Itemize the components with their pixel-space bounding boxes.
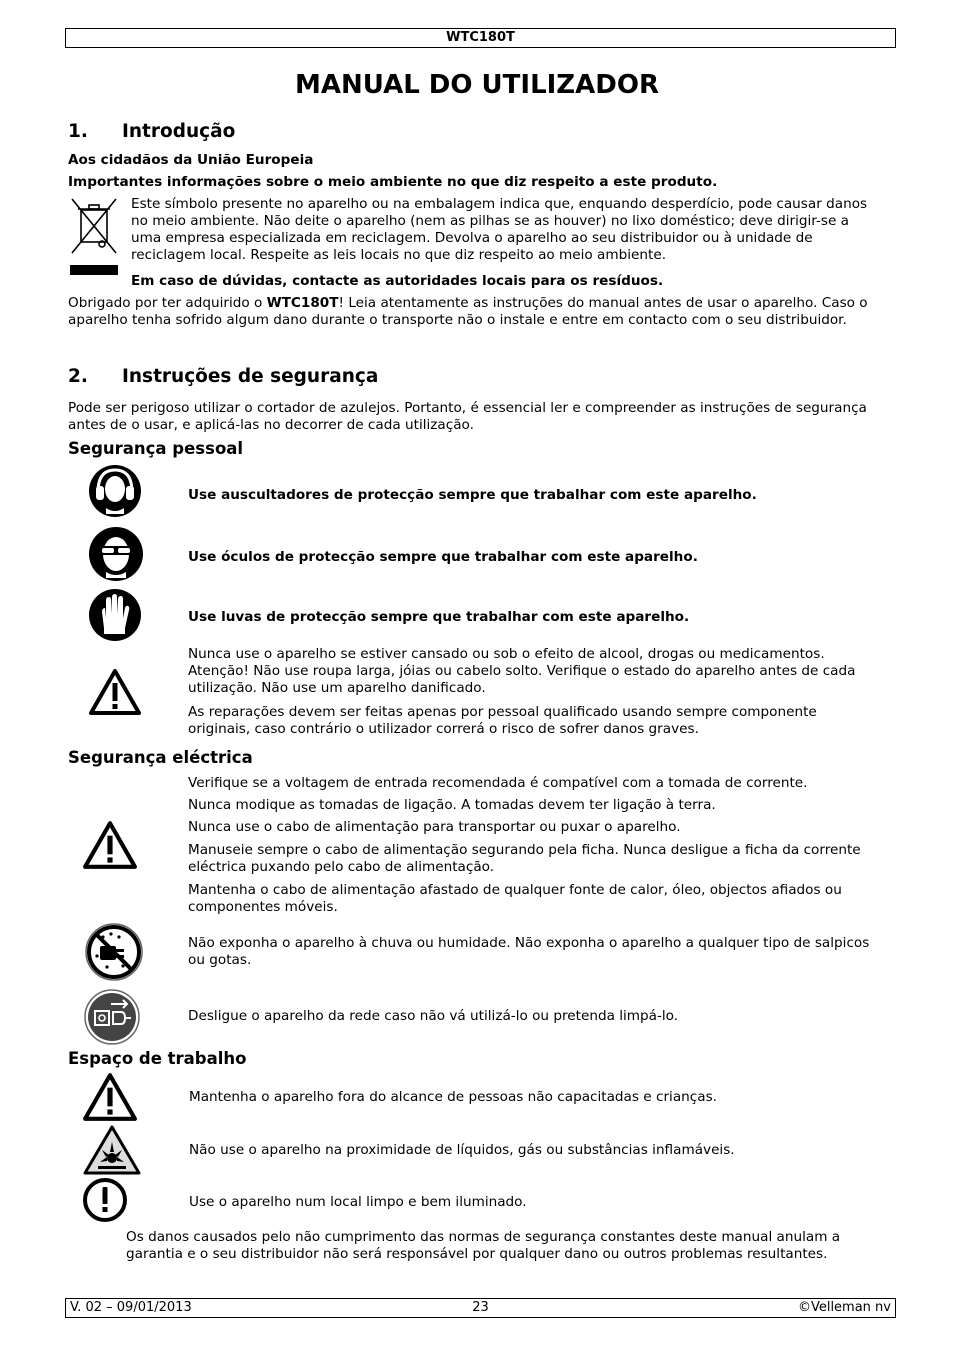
footer-page-number: 23 — [472, 1300, 489, 1315]
header-model: WTC180T — [446, 30, 515, 45]
electrical-safety-heading: Segurança eléctrica — [68, 748, 253, 767]
workspace-heading: Espaço de trabalho — [68, 1049, 247, 1068]
warning-icon — [88, 668, 142, 716]
section-1-heading — [68, 121, 235, 143]
weee-bold-note: Em caso de dúvidas, contacte as autoridades locais para os resíduos. — [131, 273, 664, 289]
explosive-icon — [82, 1124, 142, 1176]
cable-away-text: Mantenha o cabo de alimentação afastado de qualquer fonte de calor, óleo, objectos afiados ou componentes móveis. — [188, 882, 842, 915]
power-cable-text: Nunca use o cabo de alimentação para transportar ou puxar o aparelho. — [188, 819, 681, 835]
document-title: MANUAL DO UTILIZADOR — [295, 70, 659, 100]
goggles-text: Use óculos de protecção sempre que trabalhar com este aparelho. — [188, 549, 698, 565]
clean-area-text: Use o aparelho num local limpo e bem iluminado. — [189, 1194, 527, 1210]
thanks-pre: Obrigado por ter adquirido o — [68, 295, 267, 311]
general-warning-text: Nunca use o aparelho se estiver cansado ou sob o efeito de alcool, drogas ou medicamentos. Atenção! Não use roupa larga, jóias ou cabelo solto. Verifique o estado do aparelho antes de cada utilização. Não use um aparelho danificado. — [188, 646, 856, 696]
weee-text: Este símbolo presente no aparelho ou na embalagem indica que, enquando desperdício, pode causar danos no meio ambiente. Não deite o aparelho (nem as pilhas se as houver) no lixo doméstico; deve dirigir-se a uma empresa especializada em reciclagem. Devolva o aparelho ao seu distribuidor ou à unidade de reciclagem local. Respeite as leis locais no que diz respeito ao meio ambiente. — [131, 196, 868, 263]
children-text: Mantenha o aparelho fora do alcance de pessoas não capacitadas e crianças. — [189, 1089, 717, 1105]
personal-safety-heading: Segurança pessoal — [68, 439, 244, 458]
attention-icon — [82, 1177, 128, 1223]
weee-bin-icon — [68, 197, 120, 277]
closing-paragraph: Os danos causados pelo não cumprimento das normas de segurança constantes deste manual anulam a garantia e o seu distribuidor não será responsável por qualquer dano ou outros problemas resultantes. — [126, 1229, 841, 1262]
footer-copyright: ©Velleman nv — [797, 1300, 891, 1315]
thanks-paragraph — [68, 295, 874, 329]
unplug-icon — [83, 988, 141, 1046]
workspace-warning-icon — [82, 1072, 138, 1122]
electrical-warning-icon — [82, 820, 138, 870]
gloves-text: Use luvas de protecção sempre que trabalhar com este aparelho. — [188, 609, 690, 625]
no-rain-icon — [83, 922, 145, 982]
section-2-title: Instruções de segurança — [122, 366, 379, 387]
page-footer — [65, 1298, 896, 1318]
page-header — [65, 28, 896, 48]
ear-protection-text: Use auscultadores de protecção sempre que trabalhar com este aparelho. — [188, 487, 757, 503]
section-2-heading — [68, 366, 378, 388]
section-1-title: Introdução — [122, 121, 236, 142]
voltage-check-text: Verifique se a voltagem de entrada recomendada é compatível com a tomada de corrente. — [188, 775, 808, 791]
thanks-post: ! Leia atentamente as instruções do manual antes de usar o aparelho. Caso o aparelho tenha sofrido algum dano durante o transporte não o instale e entre em contacto com o seu distribuidor. — [68, 295, 868, 328]
thanks-model: WTC180T — [266, 295, 339, 311]
section-1-number: 1. — [68, 121, 88, 142]
eu-heading: Aos cidadãos da União Europeia — [68, 152, 314, 168]
unplug-text: Desligue o aparelho da rede caso não vá utilizá-lo ou pretenda limpá-lo. — [188, 1008, 679, 1024]
safety-intro: Pode ser perigoso utilizar o cortador de azulejos. Portanto, é essencial ler e compreender as instruções de segurança antes de o usar, e aplicá-las no decorrer de cada utilização. — [68, 400, 867, 433]
no-rain-text: Não exponha o aparelho à chuva ou humidade. Não exponha o aparelho a qualquer tipo de salpicos ou gotas. — [188, 935, 870, 968]
goggles-icon — [88, 526, 144, 582]
gloves-icon — [88, 588, 142, 642]
section-2-number: 2. — [68, 366, 88, 387]
flammable-text: Não use o aparelho na proximidade de líquidos, gás ou substâncias inflamáveis. — [189, 1142, 735, 1158]
footer-version: V. 02 – 09/01/2013 — [70, 1300, 192, 1315]
plug-handling-text: Manuseie sempre o cabo de alimentação segurando pela ficha. Nunca desligue a ficha da corrente eléctrica puxando pelo cabo de alimentação. — [188, 842, 861, 875]
sockets-text: Nunca modique as tomadas de ligação. A tomadas devem ter ligação à terra. — [188, 797, 716, 813]
env-heading: Importantes informações sobre o meio ambiente no que diz respeito a este produto. — [68, 174, 718, 190]
ear-protection-icon — [88, 464, 142, 518]
repairs-warning-text: As reparações devem ser feitas apenas por pessoal qualificado usando sempre componente originais, caso contrário o utilizador correrá o risco de sofrer danos graves. — [188, 704, 817, 737]
